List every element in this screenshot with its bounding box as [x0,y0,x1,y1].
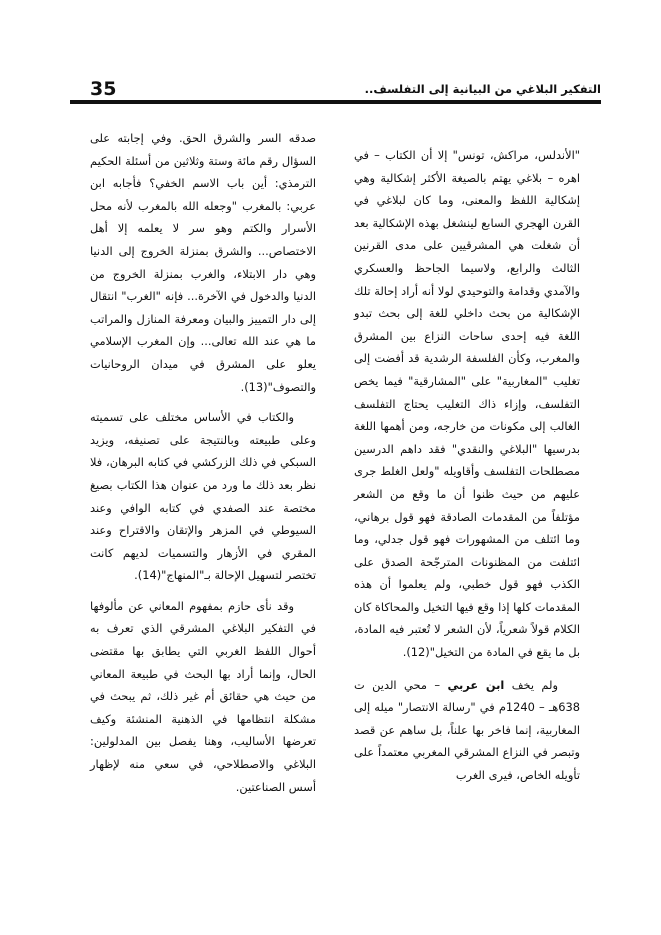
page-number: 35 [90,78,117,100]
text-fragment: ولم يخف [511,677,558,692]
paragraph: صدقه السر والشرق الحق. وفي إجابته على السؤال رقم مائة وستة وثلاثين من أسئلة الحكيم الترمذي: أين باب الاسم الخفي؟ فأجابه ابن عربي: بالمغرب "وجعله الله بالمغرب لأنه محل الأسرار والكتم وهو سر لا يعلمه إلا أهل الاختصاص... والشرق بمنزلة الخروج إلى الدنيا وهي دار الابتلاء، والغرب بمنزلة الخروج من الدنيا والدخول في الآخرة... فإنه "الغرب" انتقال إلى دار التمييز والبيان ومعرفة المنازل والمراتب ما هي عند الله تعالى... وإن المغرب الإسلامي يعلو على المشرق في ميدان الروحانيات والتصوف"(13). [90,131,316,394]
running-title: التفكير البلاغي من البيانية إلى التفلسف.. [364,82,601,96]
paragraph: وقد نأى حازم بمفهوم المعاني عن مألوفها في التفكير البلاغي المشرقي الذي تعرف به أحوال اللفظ الغربي التي يطابق بها مقتضى الحال، وإنما أراد بها البحث في طبيعة المعاني من حيث هي حقائق أم غير ذلك، ثم يبحث في مشكلة انتظامها في الذهنية المنشئة وكيف تعرضها الأساليب، وهنا يفصل بين المدلولين: البلاغي والاصطلاحي، في سعي منه لإظهار أسس الصناعتين. [90,598,316,794]
header-rule [70,100,601,104]
page-header [70,74,601,118]
paragraph: والكتاب في الأساس مختلف على تسميته وعلى طبيعته وبالنتيجة على تصنيفه، ويزيد السبكي في ذلك الزركشي في كتابه البرهان، فلا نظر بعد ذلك ما ورد من عنوان هذا الكتاب بصيغ مختصة عند الصفدي في كتابه الوافي وعند السيوطي في المزهر والإتقان والاقتراح وعند المقري في الأزهار والتسميات لديهم كانت تختصر لتسهيل الإحالة بـ"المنهاج"(14). [90,410,316,583]
text-fragment: – محي الدين ت 638هـ – 1240م في "رسالة الانتصار" ميله إلى المغاربية، إنما فاخر بها علناً، بل ساهم عن قصد وتبصر في النزاع المشرقي المغربي معتمداً على تأويله الخاص، فيرى الغرب [354,677,580,783]
left-text-column [90,127,316,798]
highlighted-name: ابن عربي [447,677,505,692]
paragraph: "الأندلس، مراكش، تونس" إلا أن الكتاب – في اهره – بلاغي يهتم بالصيغة الأكثر إشكالية وهي إشكالية اللفظ والمعنى، وما كان لبلاغي في القرن الهجري السابع لينشغل بهذه الإشكالية بعد أن شغلت هي المشرقيين على مدى القرنين الثالث والرابع، ولاسيما الجاحظ والعسكري والآمدي وقدامة والتوحيدي لولا أنه أراد إحالة تلك الإشكالية من بحث داخلي للغة إلى بحث تبدو اللغة فيه إحدى ساحات النزاع بين المشرق والمغرب، وكأن الفلسفة الرشدية قد أفضت إلى تغليب "المغاربية" على "المشارقية" فيما يخص التفلسف، وإزاء ذاك التغليب يحتاج التفلسف الغالب إلى مكونات من خارجه، ومن أهمها اللغة بدرسيها "البلاغي والنقدي" فقد داهم الدرسين مصطلحات التفلسف وأقاويله "ولعل الغلط جرى عليهم من حيث ظنوا أن ما وقع من الشعر مؤتلفاً من المقدمات الصادقة فهو قول برهاني، وما ائتلف من المشهورات فهو قول جدلي، وما ائتلفت من المظنونات المترجّحة الصدق على الكذب فهو قول خطبي، ولم يعلموا أن هذه المقدمات كلها إذا وقع فيها التخيل والمحاكاة كان الكلام قولاً شعرياً، لأن الشعر لا تُعتبر فيه المادة، بل ما يقع في المادة من التخيل"(12). [354,148,580,660]
right-text-column [354,144,580,787]
paragraph-ibn-arabi [354,674,580,787]
